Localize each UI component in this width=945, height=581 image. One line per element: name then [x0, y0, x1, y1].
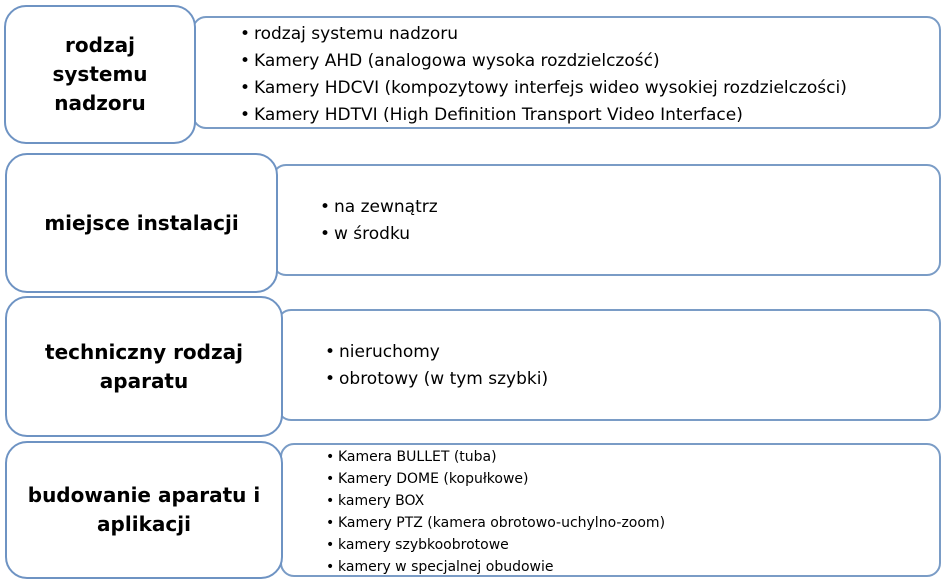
section-4-item-1: • Kamera BULLET (tuba): [338, 446, 665, 468]
section-4-label-text: budowanie aparatu i aplikacji: [27, 483, 261, 536]
section-3-item-1: • nieruchomy: [339, 339, 548, 366]
section-4-label: [5, 441, 283, 579]
section-3-items: [339, 339, 548, 393]
section-4-item-2: • Kamery DOME (kopułkowe): [338, 468, 665, 490]
section-1-item-1: • rodzaj systemu nadzoru: [254, 21, 847, 48]
section-1-items: [254, 21, 847, 129]
section-1-item-3: • Kamery HDCVI (kompozytowy interfejs wideo wysokiej rozdzielczości): [254, 75, 847, 102]
section-4-details-box: [280, 443, 941, 577]
section-1-label-text: rodzaj systemu nadzoru: [52, 33, 148, 115]
section-2-item-1: • na zewnątrz: [334, 194, 438, 221]
section-4-item-5: • kamery szybkoobrotowe: [338, 534, 665, 556]
section-3-details-box: [277, 309, 941, 421]
section-2-item-2: • w środku: [334, 221, 438, 248]
section-2-details-box: [272, 164, 941, 276]
section-3-label-text: techniczny rodzaj aparatu: [45, 339, 243, 393]
section-4-items: [338, 446, 665, 578]
section-1-label: [4, 5, 196, 144]
section-3-item-2: • obrotowy (w tym szybki): [339, 366, 548, 393]
section-2-label-text: miejsce instalacji: [44, 210, 239, 235]
section-2-label: [5, 153, 278, 293]
section-1-details-box: [192, 16, 941, 129]
section-1-item-2: • Kamery AHD (analogowa wysoka rozdzielczość): [254, 48, 847, 75]
section-2-items: [334, 194, 438, 248]
section-4-item-6: • kamery w specjalnej obudowie: [338, 556, 665, 578]
section-1-item-4: • Kamery HDTVI (High Definition Transport Video Interface): [254, 102, 847, 129]
section-3-label: [5, 296, 283, 437]
section-4-item-3: • kamery BOX: [338, 490, 665, 512]
section-4-item-4: • Kamery PTZ (kamera obrotowo-uchylno-zoom): [338, 512, 665, 534]
